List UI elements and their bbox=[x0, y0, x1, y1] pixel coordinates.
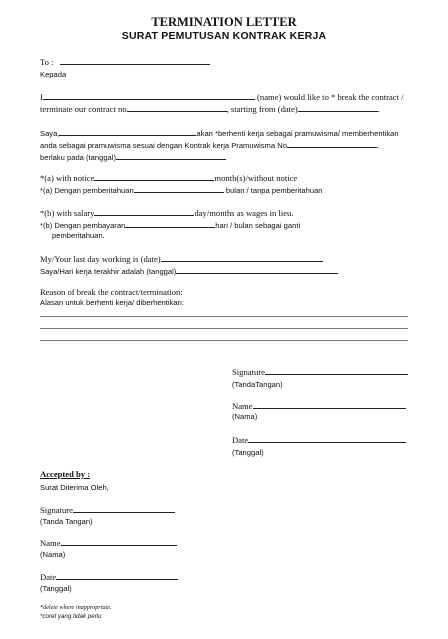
para2-mid: akan *berhenti kerja sebagai pramuwisma/ memberhentikan bbox=[196, 129, 399, 138]
reason-en: Reason of break the contract/termination: bbox=[40, 287, 183, 297]
to-label-ms: Kepada bbox=[40, 70, 67, 79]
notice-ms-start: *(a) Dengan pemberitahuan bbox=[40, 186, 134, 195]
left-name-field[interactable] bbox=[61, 537, 177, 546]
right-date-field[interactable] bbox=[248, 434, 406, 443]
right-date-ms: (Tanggal) bbox=[232, 448, 264, 457]
name-field-ms[interactable] bbox=[59, 127, 196, 136]
right-date-label: Date bbox=[232, 435, 249, 445]
document-title: TERMINATION LETTER bbox=[151, 15, 297, 29]
para1-line2-text: terminate our contract no bbox=[40, 104, 127, 114]
salary-days-field[interactable] bbox=[94, 207, 194, 216]
to-field[interactable] bbox=[60, 56, 210, 65]
notice-months-field-ms[interactable] bbox=[134, 184, 224, 193]
lastday-en-row bbox=[40, 253, 323, 264]
footnote-en: *delete where inappropriate. bbox=[40, 604, 112, 611]
salary-ms-start: *(b) Dengan pembayaran bbox=[40, 221, 126, 230]
notice-en-start: *(a) with notice bbox=[40, 173, 95, 183]
start-date-field-ms[interactable] bbox=[116, 151, 226, 160]
notice-ms-row bbox=[40, 184, 323, 195]
document-subtitle: SURAT PEMUTUSAN KONTRAK KERJA bbox=[121, 30, 327, 42]
contract-no-field-ms[interactable] bbox=[287, 139, 380, 150]
para1-start: I bbox=[40, 92, 43, 102]
accepted-by-label: Accepted by : bbox=[40, 469, 91, 479]
right-name-row bbox=[232, 400, 406, 411]
para1-line1 bbox=[40, 91, 404, 102]
lastday-en: My/Your last day working is (date) bbox=[40, 254, 161, 264]
left-signature-field[interactable] bbox=[73, 504, 175, 513]
salary-ms-line2: pemberitahuan. bbox=[52, 231, 105, 240]
lastday-field-ms[interactable] bbox=[176, 265, 338, 274]
para2-line2-text: anda sebagai pramuwisma sesuai dengan Kontrak kerja Pramuwisma No bbox=[40, 141, 287, 150]
right-name-label: Name bbox=[232, 401, 253, 411]
para1-date-text: , starting from (date) bbox=[226, 104, 298, 114]
salary-days-field-ms[interactable] bbox=[125, 219, 215, 228]
left-date-row bbox=[40, 571, 178, 582]
reason-line-2[interactable] bbox=[40, 328, 408, 329]
lastday-field[interactable] bbox=[161, 253, 323, 262]
reason-line-3[interactable] bbox=[40, 340, 408, 341]
notice-en-end: month(s)/without notice bbox=[214, 173, 298, 183]
to-row bbox=[40, 56, 210, 67]
salary-en-row bbox=[40, 207, 293, 218]
name-field[interactable] bbox=[43, 91, 255, 100]
notice-ms-end: bulan / tanpa pemberitahuan bbox=[225, 186, 323, 195]
lastday-ms-row bbox=[40, 265, 338, 276]
right-name-ms: (Nama) bbox=[232, 412, 258, 421]
salary-ms-row bbox=[40, 219, 300, 230]
right-date-row bbox=[232, 434, 406, 445]
accepted-by-ms: Surat Diterima Oleh, bbox=[40, 483, 109, 492]
right-signature-ms: (TandaTangan) bbox=[232, 380, 283, 389]
salary-en-start: *(b) with salary bbox=[40, 208, 95, 218]
para2-line1 bbox=[40, 127, 399, 138]
left-signature-ms: (Tanda Tangan) bbox=[40, 517, 93, 526]
left-signature-row bbox=[40, 504, 175, 515]
notice-months-field[interactable] bbox=[94, 172, 214, 181]
para1-end: . bbox=[377, 104, 380, 114]
notice-en-row bbox=[40, 172, 297, 183]
left-name-label: Name bbox=[40, 538, 61, 548]
left-signature-label: Signature bbox=[40, 505, 73, 515]
reason-line-1[interactable] bbox=[40, 316, 408, 317]
right-signature-row bbox=[232, 366, 408, 377]
right-name-field[interactable] bbox=[253, 400, 406, 409]
salary-ms-end: hari / bulan sebagai ganti bbox=[215, 221, 301, 230]
to-label: To : bbox=[40, 57, 54, 67]
left-name-ms: (Nama) bbox=[40, 550, 66, 559]
para1-line2 bbox=[40, 103, 380, 114]
left-date-label: Date bbox=[40, 572, 57, 582]
footnote-ms: *coret yang tidak perlu bbox=[40, 613, 102, 620]
left-name-row bbox=[40, 537, 177, 548]
para1-mid: (name) would like to * break the contract / bbox=[257, 92, 404, 102]
right-signature-label: Signature bbox=[232, 367, 265, 377]
right-signature-field[interactable] bbox=[265, 366, 408, 375]
para2-line3-text: berlaku pada (tanggal) bbox=[40, 153, 116, 162]
lastday-ms: Saya/Hari kerja terakhir adalah (tanggal) bbox=[40, 267, 177, 276]
start-date-field[interactable] bbox=[298, 103, 378, 112]
para2-line2 bbox=[40, 139, 379, 150]
para2-line3 bbox=[40, 151, 226, 162]
contract-no-field[interactable] bbox=[127, 103, 227, 112]
para2-start: Saya, bbox=[40, 129, 60, 138]
reason-ms: Alasan untuk berhenti kerja/ diberhentikan: bbox=[40, 298, 184, 307]
salary-en-end: day/months as wages in lieu. bbox=[194, 208, 294, 218]
para2-end: , bbox=[376, 141, 380, 150]
left-date-ms: (Tanggal) bbox=[40, 584, 72, 593]
left-date-field[interactable] bbox=[56, 571, 178, 580]
